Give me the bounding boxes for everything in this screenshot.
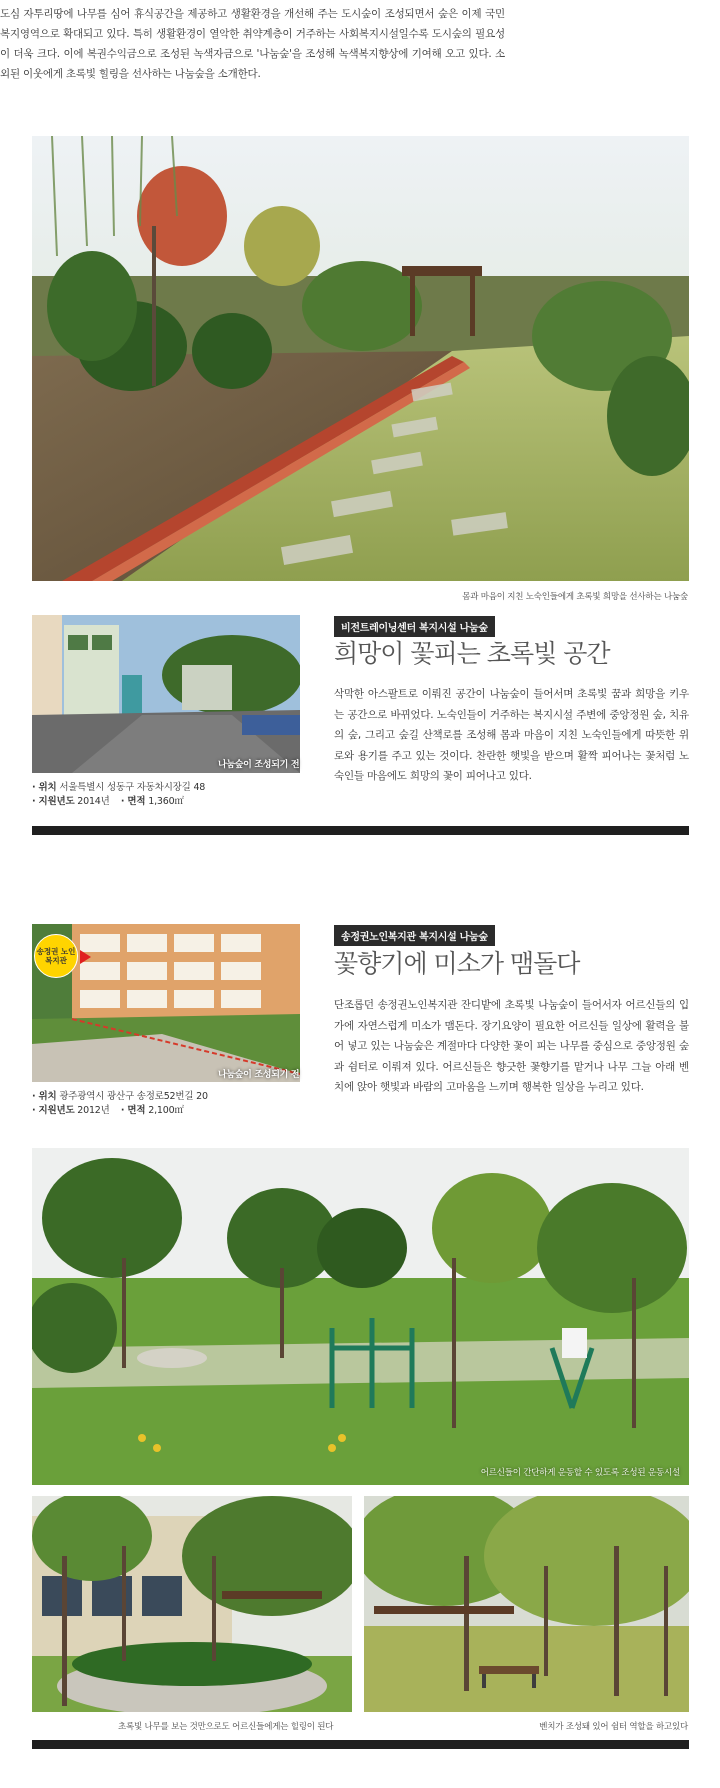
intro-paragraph: 도심 자투리땅에 나무를 심어 휴식공간을 제공하고 생활환경을 개선해 주는 도시숲이 조성되면서 숲은 이제 국민복지영역으로 확대되고 있다. 특히 생활환경이 열악한 취약계층이 거주하는 사회복지시설일수록 도시숲의 필요성이 더욱 크다. 이에 복권수익금으로 조성된 녹색자금으로 '나눔숲'을 조성해 녹색복지향상에 기여해 오고 있다. 소외된 이웃에게 초록빛 힐링을 선사하는 나눔숲을 소개한다. — [0, 8, 505, 80]
area-label: · 면적 — [120, 796, 146, 807]
section-headline-2: 꽃향기에 미소가 맴돌다 — [334, 949, 580, 978]
facility-meta — [32, 781, 332, 809]
location-label: · 위치 — [32, 782, 57, 793]
facility-stamp: 송정권 노인복지관 — [34, 934, 78, 978]
before-photo-tag-2: 나눔숲이 조성되기 전 — [218, 1070, 300, 1080]
facility-meta-2 — [32, 1090, 332, 1118]
section-body-2: 단조롭던 송정권노인복지관 잔디밭에 초록빛 나눔숲이 들어서자 어르신들의 입가에 자연스럽게 미소가 맴돈다. 장기요양이 필요한 어르신들 일상에 활력을 불어 넣고 있는 나눔숲은 계절마다 다양한 꽃이 피는 나무를 중심으로 중앙정원 숲과 쉼터로 이뤄져 있다. 어르신들은 향긋한 꽃향기를 맡거나 나무 그늘 아래 벤치에 앉아 햇빛과 바람의 고마움을 느끼며 행복한 일상을 누리고 있다. — [334, 999, 689, 1093]
exercise-photo-caption: 어르신들이 간단하게 운동할 수 있도록 조성된 운동시설 — [480, 1468, 680, 1478]
facility-badge: 비전트레이닝센터 복지시설 나눔숲 — [334, 616, 495, 637]
bottom-divider — [32, 1740, 689, 1749]
facility-badge-2: 송정권노인복지관 복지시설 나눔숲 — [334, 925, 495, 946]
before-photo — [32, 615, 300, 773]
year-value: 2014년 — [77, 796, 110, 807]
main-photo-caption: 몸과 마음이 지친 노숙인들에게 초록빛 희망을 선사하는 나눔숲 — [462, 592, 688, 602]
area-value: 1,360㎡ — [148, 796, 184, 807]
section-headline: 희망이 꽃피는 초록빛 공간 — [334, 639, 610, 668]
location-value: 서울특별시 성동구 자동차시장길 48 — [59, 782, 206, 793]
bench-photo — [364, 1496, 689, 1712]
garden-bed-photo — [32, 1496, 352, 1712]
main-garden-photo — [32, 136, 689, 581]
section-body: 삭막한 아스팔트로 이뤄진 공간이 나눔숲이 들어서며 초록빛 꿈과 희망을 키우는 공간으로 바뀌었다. 노숙인들이 거주하는 복지시설 주변에 중앙정원 숲, 치유의 숲, 그리고 숲길 산책로를 조성해 몸과 마음이 지친 노숙인들에게 따뜻한 위로와 용기를 주고 있는 것이다. 찬란한 햇빛을 받으며 활짝 피어나는 꽃처럼 노숙인들 마음에도 희망의 꽃이 피어나고 있다. — [334, 688, 689, 782]
area-label-2: · 면적 — [120, 1105, 146, 1116]
garden-bed-caption: 초록빛 나무를 보는 것만으로도 어르신들에게는 힐링이 된다 — [118, 1722, 334, 1732]
year-label: · 지원년도 — [32, 796, 75, 807]
area-value-2: 2,100㎡ — [148, 1105, 184, 1116]
section-divider — [32, 826, 689, 835]
location-value-2: 광주광역시 광산구 송정로52번길 20 — [59, 1091, 208, 1102]
arrow-icon — [80, 950, 91, 964]
before-photo-tag: 나눔숲이 조성되기 전 — [218, 760, 300, 770]
bench-photo-caption: 벤치가 조성돼 있어 쉼터 역할을 하고있다 — [539, 1722, 688, 1732]
year-label-2: · 지원년도 — [32, 1105, 75, 1116]
location-label-2: · 위치 — [32, 1091, 57, 1102]
exercise-area-photo — [32, 1148, 689, 1485]
year-value-2: 2012년 — [77, 1105, 110, 1116]
